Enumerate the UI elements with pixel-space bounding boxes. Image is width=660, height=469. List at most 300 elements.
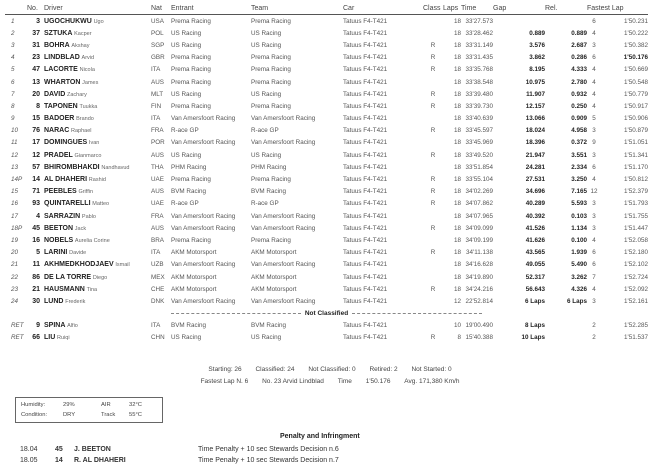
car: Tatuus F4-T421 <box>343 249 388 257</box>
gap: 18.396 <box>525 139 545 147</box>
driver-firstname: Ivan <box>88 140 100 147</box>
relative-gap: 0.909 <box>571 115 587 123</box>
car: Tatuus F4-T421 <box>343 322 388 330</box>
team: US Racing <box>251 151 282 159</box>
relative-gap: 0.372 <box>571 139 587 147</box>
driver-firstname: Gianmarco <box>74 152 102 159</box>
fastest-lap-number: 3 <box>592 224 596 232</box>
table-row <box>5 222 648 234</box>
total-time: 34'07.965 <box>465 212 493 220</box>
driver-surname: LINDBLAD <box>44 54 80 62</box>
relative-gap: 2.334 <box>571 163 587 171</box>
laps: 8 <box>457 334 461 342</box>
class: R <box>430 102 436 110</box>
position: 21 <box>11 261 19 269</box>
laps: 18 <box>453 29 461 37</box>
table-row <box>5 149 648 161</box>
car-number: 31 <box>32 41 40 49</box>
driver-firstname: Rashid <box>88 177 106 184</box>
team: Prema Racing <box>251 102 291 110</box>
team: US Racing <box>251 29 282 37</box>
gap: 18.024 <box>525 127 545 135</box>
car-number: 17 <box>32 139 40 147</box>
team: AKM Motorsport <box>251 285 297 293</box>
car: Tatuus F4-T421 <box>343 29 388 37</box>
col-no: No. <box>27 4 44 15</box>
fastest-lap-time: 1'52.724 <box>624 273 649 281</box>
team: Prema Racing <box>251 176 291 184</box>
driver-surname: PEEBLES <box>44 188 77 196</box>
class: R <box>430 249 436 257</box>
driver <box>44 76 151 88</box>
team: US Racing <box>251 90 282 98</box>
position: 3 <box>11 41 15 49</box>
class: R <box>430 151 436 159</box>
relative-gap <box>545 332 587 344</box>
table-row <box>5 295 648 307</box>
nationality: UAE <box>151 200 164 208</box>
driver-firstname: Zachary <box>67 91 87 98</box>
position: 20 <box>11 249 19 257</box>
entrant: Prema Racing <box>171 102 211 110</box>
gap: 40.392 <box>525 212 545 220</box>
team: Prema Racing <box>251 78 291 86</box>
relative-gap: 1.939 <box>571 249 587 257</box>
class <box>423 137 443 149</box>
relative-gap <box>545 15 587 28</box>
fastest-lap-avg: Avg. 171,380 Km/h <box>404 378 460 385</box>
fastest-lap-time: 1'52.285 <box>624 322 649 330</box>
stat-not-classified: Not Classified: 0 <box>308 366 356 373</box>
driver-firstname: Frederik <box>65 298 86 305</box>
penalty-driver: R. AL DHAHERI <box>74 457 126 464</box>
total-time: 33'40.639 <box>465 115 493 123</box>
track-label: Track <box>101 412 116 418</box>
driver <box>44 125 151 137</box>
total-time: 33'49.520 <box>465 151 493 159</box>
relative-gap <box>545 320 587 332</box>
table-row <box>5 125 648 137</box>
table-row <box>5 76 648 88</box>
nationality: FRA <box>151 127 164 135</box>
position: 19 <box>11 236 19 244</box>
total-time: 34'16.628 <box>465 261 493 269</box>
driver-surname: PRADEL <box>44 151 73 159</box>
total-time: 33'39.480 <box>465 90 493 98</box>
fastest-lap-number: 12 <box>590 188 598 196</box>
stat-starting: Starting: 26 <box>208 366 242 373</box>
classified-rows <box>5 15 648 308</box>
position: 7 <box>11 90 15 98</box>
class: R <box>430 176 436 184</box>
penalty-time: 18.04 <box>20 446 38 453</box>
table-header <box>5 4 648 15</box>
fastest-lap-number: 4 <box>592 102 596 110</box>
entrant: US Racing <box>171 90 202 98</box>
fastest-lap-time: 1'52.092 <box>624 285 649 293</box>
total-time: 34'09.099 <box>465 224 493 232</box>
driver-firstname: Jack <box>74 225 87 232</box>
driver-surname: UGOCHUKWU <box>44 17 92 25</box>
gap: 56.643 <box>525 285 545 293</box>
driver <box>44 332 151 344</box>
driver-firstname: Pablo <box>81 213 96 220</box>
total-time: 34'09.199 <box>465 236 493 244</box>
relative-gap: 2.780 <box>571 78 587 86</box>
team: R-ace GP <box>251 200 279 208</box>
relative-gap: 3.250 <box>571 176 587 184</box>
driver <box>44 320 151 332</box>
fastest-lap-number: 6 <box>592 54 596 62</box>
fastest-lap-number: 2 <box>592 334 596 342</box>
fastest-lap-time: 1'52.102 <box>624 261 649 269</box>
stat-not-started: Not Started: 0 <box>411 366 452 373</box>
driver <box>44 198 151 210</box>
fastest-lap-driver: No. 23 Arvid Lindblad <box>262 378 324 385</box>
driver-surname: AKHMEDKHODJAEV <box>44 261 114 269</box>
fastest-lap-number: 6 <box>592 261 596 269</box>
relative-gap: 4.333 <box>571 66 587 74</box>
table-row <box>5 113 648 125</box>
car: Tatuus F4-T421 <box>343 54 388 62</box>
class: R <box>430 285 436 293</box>
fastest-lap-time: 1'50.779 <box>624 90 649 98</box>
driver <box>44 210 151 222</box>
class: R <box>430 224 436 232</box>
entrant: PHM Racing <box>171 163 207 171</box>
car-number: 8 <box>36 102 40 110</box>
nationality: BRA <box>151 236 164 244</box>
class <box>423 76 443 88</box>
driver-firstname: Davide <box>69 250 87 257</box>
class <box>423 271 443 283</box>
car-number: 15 <box>32 115 40 123</box>
fastest-lap-time: 1'50.176 <box>623 54 649 62</box>
fastest-lap-number: 3 <box>592 127 596 135</box>
driver-firstname: Ruiqi <box>57 335 70 342</box>
entrant: AKM Motorsport <box>171 285 217 293</box>
gap: 27.531 <box>525 176 545 184</box>
laps: 18 <box>453 224 461 232</box>
team: Van Amersfoort Racing <box>251 115 316 123</box>
car-number: 4 <box>36 212 40 220</box>
driver-surname: NOBELS <box>44 236 74 244</box>
total-time: 33'31.149 <box>465 41 493 49</box>
table-row <box>5 234 648 246</box>
class <box>423 161 443 173</box>
relative-gap: 0.889 <box>571 29 587 37</box>
car-number: 45 <box>32 224 40 232</box>
car: Tatuus F4-T421 <box>343 163 388 171</box>
col-driver: Driver <box>44 4 151 15</box>
gap: 43.565 <box>525 249 545 257</box>
total-time: 15'40.388 <box>465 334 493 342</box>
condition-value: DRY <box>63 412 76 418</box>
driver-surname: BADOER <box>44 115 75 123</box>
gap: 24.281 <box>525 163 545 171</box>
nationality: AUS <box>151 224 164 232</box>
total-time: 34'11.138 <box>466 249 493 257</box>
driver-firstname: Nicola <box>79 67 95 74</box>
relative-gap: 0.286 <box>571 54 587 62</box>
position: 22 <box>11 273 19 281</box>
total-time: 34'19.890 <box>465 273 493 281</box>
laps: 18 <box>453 127 461 135</box>
gap: 10 Laps <box>521 334 545 342</box>
driver-surname: DOMINGUES <box>44 139 88 147</box>
car: Tatuus F4-T421 <box>343 139 388 147</box>
nationality: UZB <box>151 261 164 269</box>
entrant: Prema Racing <box>171 54 211 62</box>
fastest-lap-time: 1'50.917 <box>624 102 649 110</box>
fastest-lap-number: 5 <box>592 115 596 123</box>
car-number: 12 <box>32 151 40 159</box>
driver-surname: LUND <box>44 297 64 305</box>
position: 4 <box>11 54 15 62</box>
driver-firstname: Brando <box>76 116 94 123</box>
position: RET <box>11 322 24 330</box>
total-time: 33'45.969 <box>465 139 493 147</box>
relative-gap: 0.100 <box>571 236 587 244</box>
driver <box>44 100 151 112</box>
entrant: Prema Racing <box>171 176 211 184</box>
driver-surname: SZTUKA <box>44 29 73 37</box>
entrant: Van Amersfoort Racing <box>171 139 236 147</box>
nationality: MLT <box>151 90 164 98</box>
position: 8 <box>11 102 15 110</box>
class: R <box>430 200 436 208</box>
fastest-lap-time: 1'50.669 <box>624 66 649 74</box>
driver-surname: QUINTARELLI <box>44 200 91 208</box>
col-pos <box>5 4 27 15</box>
entrant: Prema Racing <box>171 17 211 25</box>
stat-classified: Classified: 24 <box>255 366 295 373</box>
team: BVM Racing <box>251 322 286 330</box>
relative-gap: 0.932 <box>571 90 587 98</box>
car: Tatuus F4-T421 <box>343 127 388 135</box>
fastest-lap-number: 4 <box>592 29 596 37</box>
driver <box>44 149 151 161</box>
fastest-lap-time: 1'50.231 <box>624 17 649 25</box>
team: Prema Racing <box>251 236 291 244</box>
entrant: AKM Motorsport <box>171 273 217 281</box>
fastest-lap-time: 1'50.906 <box>624 115 649 123</box>
team: Van Amersfoort Racing <box>251 212 316 220</box>
team: US Racing <box>251 334 282 342</box>
car-number: 57 <box>32 163 40 171</box>
stat-retired: Retired: 2 <box>369 366 398 373</box>
car: Tatuus F4-T421 <box>343 17 388 25</box>
table-row <box>5 100 648 112</box>
laps: 18 <box>453 200 461 208</box>
laps: 18 <box>453 78 461 86</box>
total-time: 19'00.490 <box>465 322 493 330</box>
fastest-lap-time: 1'51.537 <box>624 334 649 342</box>
fastest-lap-number: 6 <box>592 163 596 171</box>
entrant: R-ace GP <box>171 200 199 208</box>
laps: 18 <box>453 151 461 159</box>
not-classified-label: Not Classified <box>304 310 349 318</box>
table-row <box>5 39 648 51</box>
driver <box>44 222 151 234</box>
driver <box>44 39 151 51</box>
position: 18P <box>11 224 23 232</box>
table-row <box>5 247 648 259</box>
driver <box>44 15 151 28</box>
position: 6 <box>11 78 15 86</box>
total-time: 33'55.104 <box>465 176 493 184</box>
car: Tatuus F4-T421 <box>343 297 388 305</box>
class: R <box>430 334 436 342</box>
col-class: Class <box>423 4 443 15</box>
table-row <box>5 15 648 28</box>
driver <box>44 283 151 295</box>
nationality: FIN <box>151 102 162 110</box>
entrant: AKM Motorsport <box>171 249 217 257</box>
table-row <box>5 52 648 64</box>
car-number: 30 <box>32 297 40 305</box>
entrant: Van Amersfoort Racing <box>171 261 236 269</box>
nationality: CHN <box>151 334 165 342</box>
relative-gap: 4.326 <box>571 285 587 293</box>
car: Tatuus F4-T421 <box>343 200 388 208</box>
penalty-time: 18.05 <box>20 457 38 464</box>
position: 13 <box>11 163 19 171</box>
air-value: 32°C <box>129 402 142 408</box>
team: Prema Racing <box>251 17 291 25</box>
penalty-desc: Time Penalty + 10 sec Stewards Decision n.6 <box>198 446 339 453</box>
entrant: Van Amersfoort Racing <box>171 212 236 220</box>
laps: 18 <box>453 66 461 74</box>
driver <box>44 259 151 271</box>
table-row <box>5 283 648 295</box>
total-time: 34'24.216 <box>465 285 493 293</box>
position: 5 <box>11 66 15 74</box>
fastest-lap-time: 1'50.382 <box>624 41 649 49</box>
total-time: 33'28.462 <box>465 29 493 37</box>
car-number: 47 <box>32 66 40 74</box>
gap: 8 Laps <box>525 322 545 330</box>
relative-gap: 5.490 <box>571 261 587 269</box>
car-number: 66 <box>32 334 40 342</box>
table-row <box>5 173 648 185</box>
relative-gap: 0.103 <box>571 212 587 220</box>
car-number: 23 <box>32 54 40 62</box>
fastest-lap-time: 1'50.879 <box>624 127 649 135</box>
laps: 10 <box>453 322 461 330</box>
fastest-lap-number: 9 <box>592 139 596 147</box>
gap: 12.157 <box>525 102 545 110</box>
car-number: 3 <box>36 17 40 25</box>
condition-label: Condition: <box>21 412 48 418</box>
table-row <box>5 88 648 100</box>
gap: 3.576 <box>529 41 545 49</box>
fastest-lap-number: 3 <box>592 151 596 159</box>
position: 24 <box>11 297 19 305</box>
car: Tatuus F4-T421 <box>343 90 388 98</box>
laps: 12 <box>453 297 461 305</box>
table-row <box>5 320 648 332</box>
driver-firstname: Griffin <box>78 189 94 196</box>
total-time: 33'38.548 <box>465 78 493 86</box>
fastest-lap-number: 4 <box>592 90 596 98</box>
entrant: BVM Racing <box>171 188 206 196</box>
car: Tatuus F4-T421 <box>343 115 388 123</box>
driver-firstname: Arvid <box>81 55 95 62</box>
driver-firstname: Raphael <box>71 128 92 135</box>
driver-firstname: Tuukka <box>79 103 98 110</box>
laps: 18 <box>453 17 461 25</box>
entrant: Prema Racing <box>171 78 211 86</box>
col-laps: Laps <box>443 4 461 15</box>
gap: 41.626 <box>525 236 545 244</box>
car: Tatuus F4-T421 <box>343 212 388 220</box>
fastest-lap-time: 1'51.051 <box>624 139 649 147</box>
car: Tatuus F4-T421 <box>343 151 388 159</box>
nationality: GBR <box>151 54 165 62</box>
laps: 18 <box>453 163 461 171</box>
class: R <box>430 54 436 62</box>
driver <box>44 137 151 149</box>
fastest-lap-number: 6 <box>592 249 596 257</box>
nationality: ITA <box>151 322 161 330</box>
driver-surname: SARRAZIN <box>44 212 81 220</box>
fastest-lap-info <box>0 378 660 385</box>
driver <box>44 52 151 64</box>
driver-surname: HAUSMANN <box>44 285 85 293</box>
penalty-no: 14 <box>55 457 63 464</box>
car: Tatuus F4-T421 <box>343 78 388 86</box>
total-time: 33'45.597 <box>465 127 493 135</box>
position: 17 <box>11 212 19 220</box>
driver <box>44 27 151 39</box>
nationality: AUS <box>151 78 164 86</box>
total-time: 34'07.862 <box>465 200 493 208</box>
car-number: 37 <box>32 29 40 37</box>
driver <box>44 295 151 307</box>
gap: 52.317 <box>525 273 545 281</box>
driver <box>44 64 151 76</box>
col-time: Time <box>461 4 493 15</box>
car-number: 9 <box>36 322 40 330</box>
laps: 18 <box>453 139 461 147</box>
driver-firstname: Tina <box>86 286 98 293</box>
fastest-lap-time: 1'52.058 <box>624 236 649 244</box>
entrant: Van Amersfoort Racing <box>171 224 236 232</box>
laps: 18 <box>453 115 461 123</box>
results-table <box>5 4 648 344</box>
relative-gap: 3.262 <box>571 273 587 281</box>
relative-gap: 6 Laps <box>567 297 587 305</box>
relative-gap: 0.250 <box>571 102 587 110</box>
fastest-lap-time: 1'52.180 <box>624 249 649 257</box>
penalty-no: 45 <box>55 446 63 453</box>
total-time: 33'51.854 <box>465 163 493 171</box>
team: Prema Racing <box>251 54 291 62</box>
position: 9 <box>11 115 15 123</box>
laps: 18 <box>453 261 461 269</box>
driver-surname: DAVID <box>44 90 66 98</box>
col-fastest: Fastest Lap <box>587 4 648 15</box>
relative-gap: 4.958 <box>571 127 587 135</box>
car: Tatuus F4-T421 <box>343 285 388 293</box>
team: AKM Motorsport <box>251 273 297 281</box>
gap: 3.862 <box>529 54 545 62</box>
entrant: Prema Racing <box>171 66 211 74</box>
class <box>423 320 443 332</box>
total-time: 33'39.730 <box>465 102 493 110</box>
relative-gap: 3.551 <box>571 151 587 159</box>
